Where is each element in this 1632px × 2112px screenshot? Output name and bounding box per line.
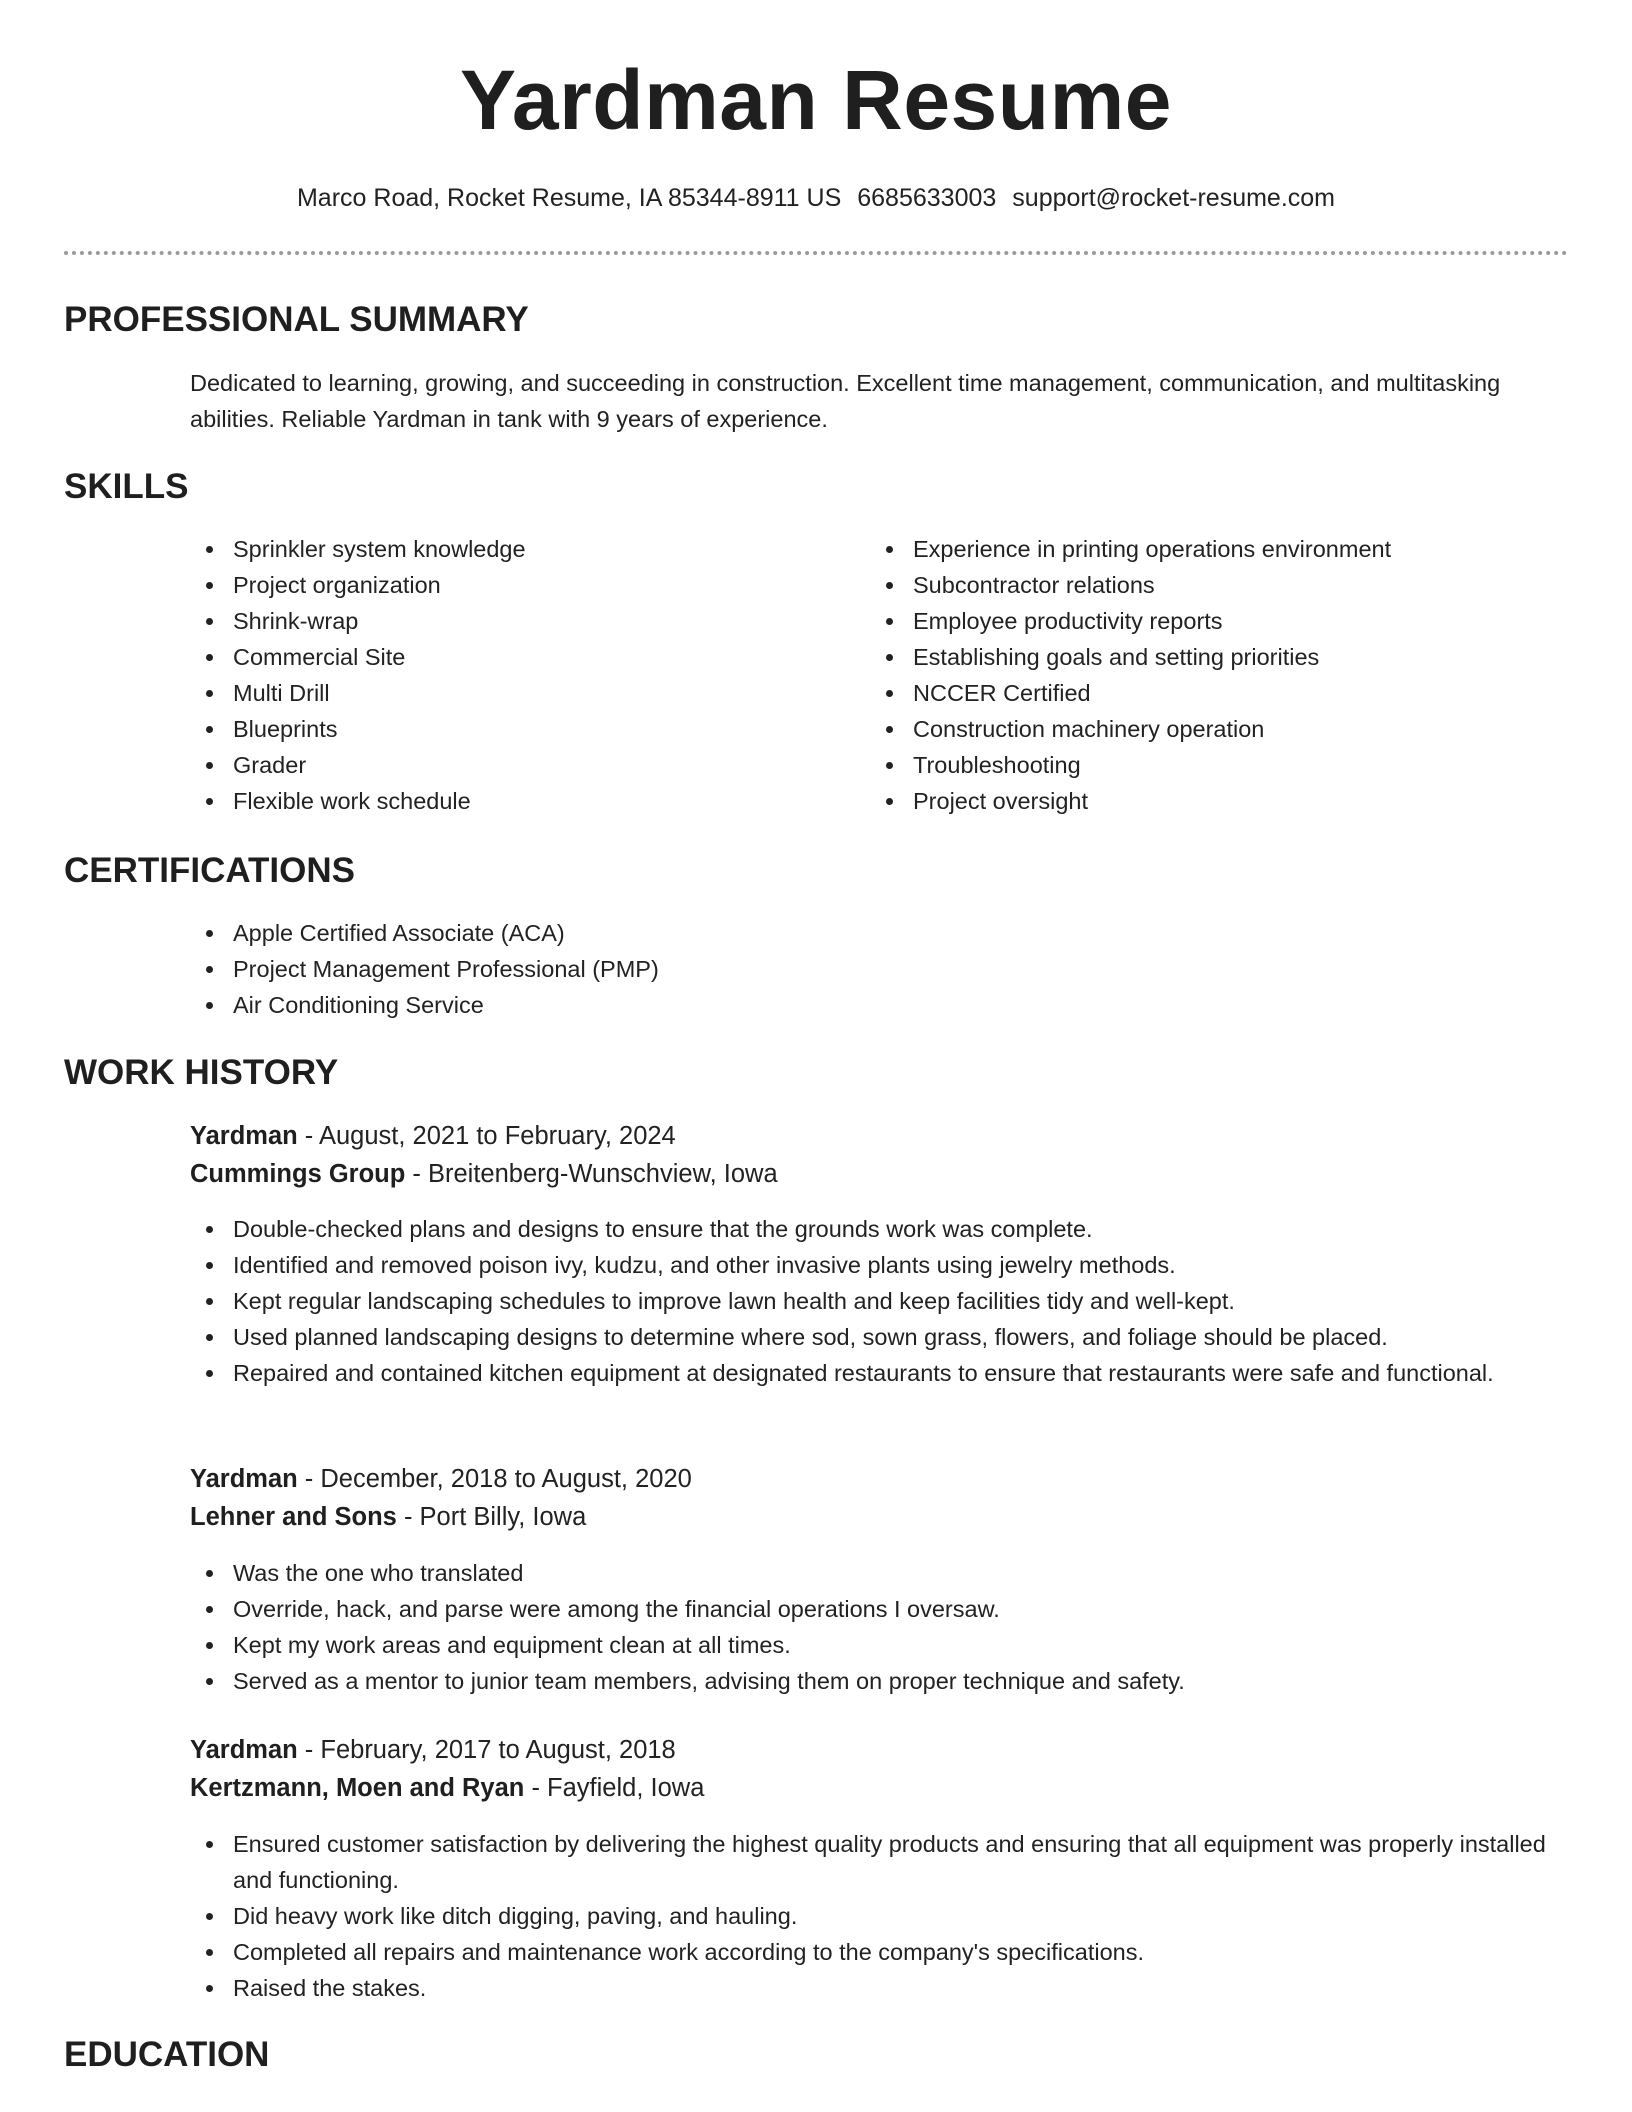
job-company-line	[190, 1769, 704, 1807]
list-item: NCCER Certified	[870, 675, 1570, 711]
job-company-line	[190, 1155, 778, 1193]
skills-list-left	[190, 531, 830, 819]
job-company: Kertzmann, Moen and Ryan	[190, 1774, 525, 1802]
job-bullets	[190, 1555, 1550, 1699]
job-dates: - December, 2018 to August, 2020	[297, 1465, 692, 1493]
job-title: Yardman	[190, 1122, 298, 1150]
certifications-list	[190, 915, 1490, 1023]
job-dates: - August, 2021 to February, 2024	[297, 1122, 676, 1150]
contact-email: support@rocket-resume.com	[1012, 184, 1336, 212]
job-bullets	[190, 1826, 1550, 2006]
list-item: Ensured customer satisfaction by delivering the highest quality products and ensuring that all equipment was properly installed and functioning.	[190, 1826, 1550, 1898]
list-item: Subcontractor relations	[870, 567, 1570, 603]
list-item: Establishing goals and setting priorities	[870, 639, 1570, 675]
list-item: Did heavy work like ditch digging, paving, and hauling.	[190, 1898, 1550, 1934]
list-item: Blueprints	[190, 711, 830, 747]
job-company: Lehner and Sons	[190, 1503, 397, 1531]
contact-line	[0, 180, 1632, 216]
contact-address: Marco Road, Rocket Resume, IA 85344-8911 US	[296, 184, 842, 212]
list-item: Served as a mentor to junior team members, advising them on proper technique and safety.	[190, 1663, 1550, 1699]
job-title-line	[190, 1460, 692, 1498]
section-title-education: EDUCATION	[64, 2035, 270, 2074]
list-item: Experience in printing operations environment	[870, 531, 1570, 567]
section-title-certifications: CERTIFICATIONS	[64, 851, 356, 890]
job-location: - Breitenberg-Wunschview, Iowa	[405, 1160, 778, 1188]
list-item: Project oversight	[870, 783, 1570, 819]
list-item: Apple Certified Associate (ACA)	[190, 915, 1490, 951]
list-item: Kept my work areas and equipment clean at all times.	[190, 1627, 1550, 1663]
contact-phone: 6685633003	[857, 184, 997, 212]
list-item: Flexible work schedule	[190, 783, 830, 819]
job-company: Cummings Group	[190, 1160, 406, 1188]
list-item: Override, hack, and parse were among the financial operations I oversaw.	[190, 1591, 1550, 1627]
header-divider	[64, 251, 1568, 255]
list-item: Employee productivity reports	[870, 603, 1570, 639]
list-item: Construction machinery operation	[870, 711, 1570, 747]
list-item: Repaired and contained kitchen equipment at designated restaurants to ensure that restaurants were safe and functional.	[190, 1355, 1550, 1391]
page-title: Yardman Resume	[460, 53, 1172, 147]
job-title-line	[190, 1117, 676, 1155]
list-item: Commercial Site	[190, 639, 830, 675]
list-item: Grader	[190, 747, 830, 783]
section-title-summary: PROFESSIONAL SUMMARY	[64, 300, 529, 339]
job-title: Yardman	[190, 1736, 298, 1764]
list-item: Multi Drill	[190, 675, 830, 711]
list-item: Used planned landscaping designs to determine where sod, sown grass, flowers, and foliage should be placed.	[190, 1319, 1550, 1355]
list-item: Project organization	[190, 567, 830, 603]
list-item: Identified and removed poison ivy, kudzu, and other invasive plants using jewelry methods.	[190, 1247, 1550, 1283]
job-bullets	[190, 1211, 1550, 1391]
job-location: - Fayfield, Iowa	[524, 1774, 705, 1802]
list-item: Kept regular landscaping schedules to improve lawn health and keep facilities tidy and well-kept.	[190, 1283, 1550, 1319]
list-item: Troubleshooting	[870, 747, 1570, 783]
job-dates: - February, 2017 to August, 2018	[297, 1736, 676, 1764]
job-company-line	[190, 1498, 586, 1536]
section-title-skills: SKILLS	[64, 467, 189, 506]
summary-text: Dedicated to learning, growing, and succeeding in construction. Excellent time management, communication, and multitasking abilities. Reliable Yardman in tank with 9 years of experience.	[190, 370, 1501, 432]
job-location: - Port Billy, Iowa	[396, 1503, 587, 1531]
list-item: Shrink-wrap	[190, 603, 830, 639]
section-title-work-history: WORK HISTORY	[64, 1053, 339, 1092]
job-title: Yardman	[190, 1465, 298, 1493]
list-item: Air Conditioning Service	[190, 987, 1490, 1023]
list-item: Completed all repairs and maintenance work according to the company's specifications.	[190, 1934, 1550, 1970]
list-item: Double-checked plans and designs to ensure that the grounds work was complete.	[190, 1211, 1550, 1247]
job-title-line	[190, 1731, 676, 1769]
list-item: Project Management Professional (PMP)	[190, 951, 1490, 987]
list-item: Was the one who translated	[190, 1555, 1550, 1591]
list-item: Sprinkler system knowledge	[190, 531, 830, 567]
list-item: Raised the stakes.	[190, 1970, 1550, 2006]
skills-list-right	[870, 531, 1570, 819]
